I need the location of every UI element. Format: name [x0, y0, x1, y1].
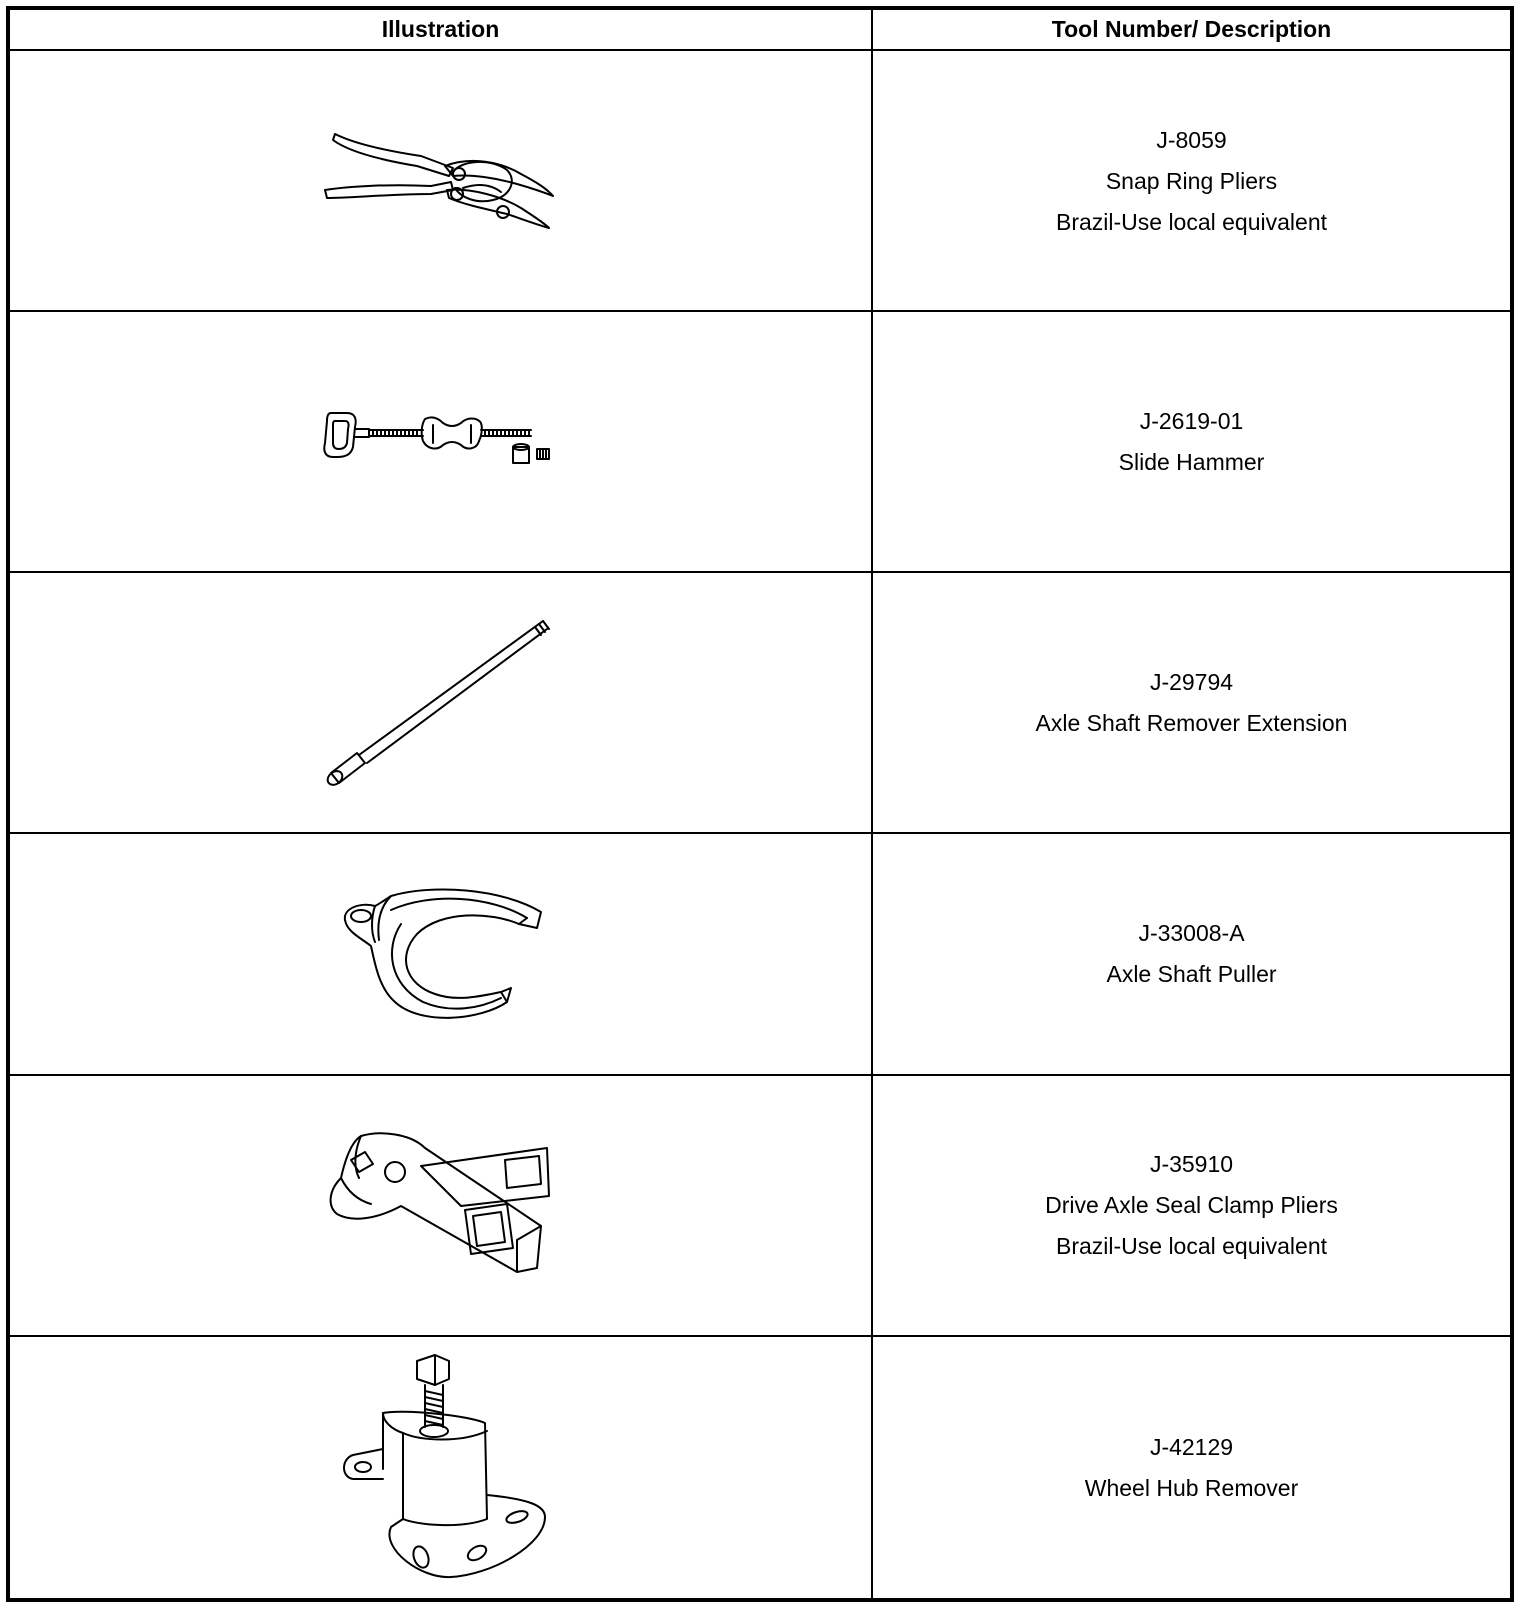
- illustration-cell: [8, 1336, 872, 1600]
- tool-name: Slide Hammer: [1118, 449, 1265, 476]
- wheel-hub-remover-icon: [331, 1349, 551, 1585]
- table-row: [8, 50, 1512, 311]
- description-cell: [872, 572, 1512, 833]
- description-cell: [872, 50, 1512, 311]
- table-row: [8, 833, 1512, 1075]
- description-cell: [872, 1075, 1512, 1336]
- tool-name: Wheel Hub Remover: [1084, 1474, 1299, 1501]
- tool-number: J-33008-A: [1138, 920, 1245, 947]
- tool-name: Drive Axle Seal Clamp Pliers: [1045, 1192, 1338, 1219]
- tool-number: J-35910: [1149, 1151, 1234, 1178]
- table-row: [8, 1075, 1512, 1336]
- illustration-column-header: Illustration: [8, 8, 872, 50]
- table-row: [8, 572, 1512, 833]
- description-cell: [872, 1336, 1512, 1600]
- table-row: [8, 1336, 1512, 1600]
- drive-axle-seal-clamp-pliers-icon: [321, 1130, 561, 1280]
- special-tools-table: [6, 6, 1514, 1602]
- description-cell: [872, 833, 1512, 1075]
- description-column-header: Tool Number/ Description: [872, 8, 1512, 50]
- tool-number: J-42129: [1149, 1433, 1234, 1460]
- tool-number: J-29794: [1149, 669, 1234, 696]
- table-row: [8, 311, 1512, 572]
- tool-number: J-2619-01: [1139, 408, 1244, 435]
- illustration-cell: [8, 1075, 872, 1336]
- tool-number: J-8059: [1156, 126, 1227, 153]
- snap-ring-pliers-icon: [321, 126, 561, 236]
- header-row: [8, 8, 1512, 50]
- tool-name: Axle Shaft Puller: [1106, 961, 1277, 988]
- illustration-cell: [8, 833, 872, 1075]
- illustration-cell: [8, 50, 872, 311]
- slide-hammer-icon: [321, 407, 561, 477]
- axle-shaft-remover-extension-icon: [321, 613, 561, 793]
- tool-name: Axle Shaft Remover Extension: [1035, 710, 1348, 737]
- illustration-cell: [8, 311, 872, 572]
- tool-name: Snap Ring Pliers: [1105, 167, 1278, 194]
- illustration-cell: [8, 572, 872, 833]
- description-cell: [872, 311, 1512, 572]
- tool-note: Brazil-Use local equivalent: [1055, 208, 1327, 235]
- tool-note: Brazil-Use local equivalent: [1055, 1233, 1327, 1260]
- axle-shaft-puller-icon: [331, 884, 551, 1024]
